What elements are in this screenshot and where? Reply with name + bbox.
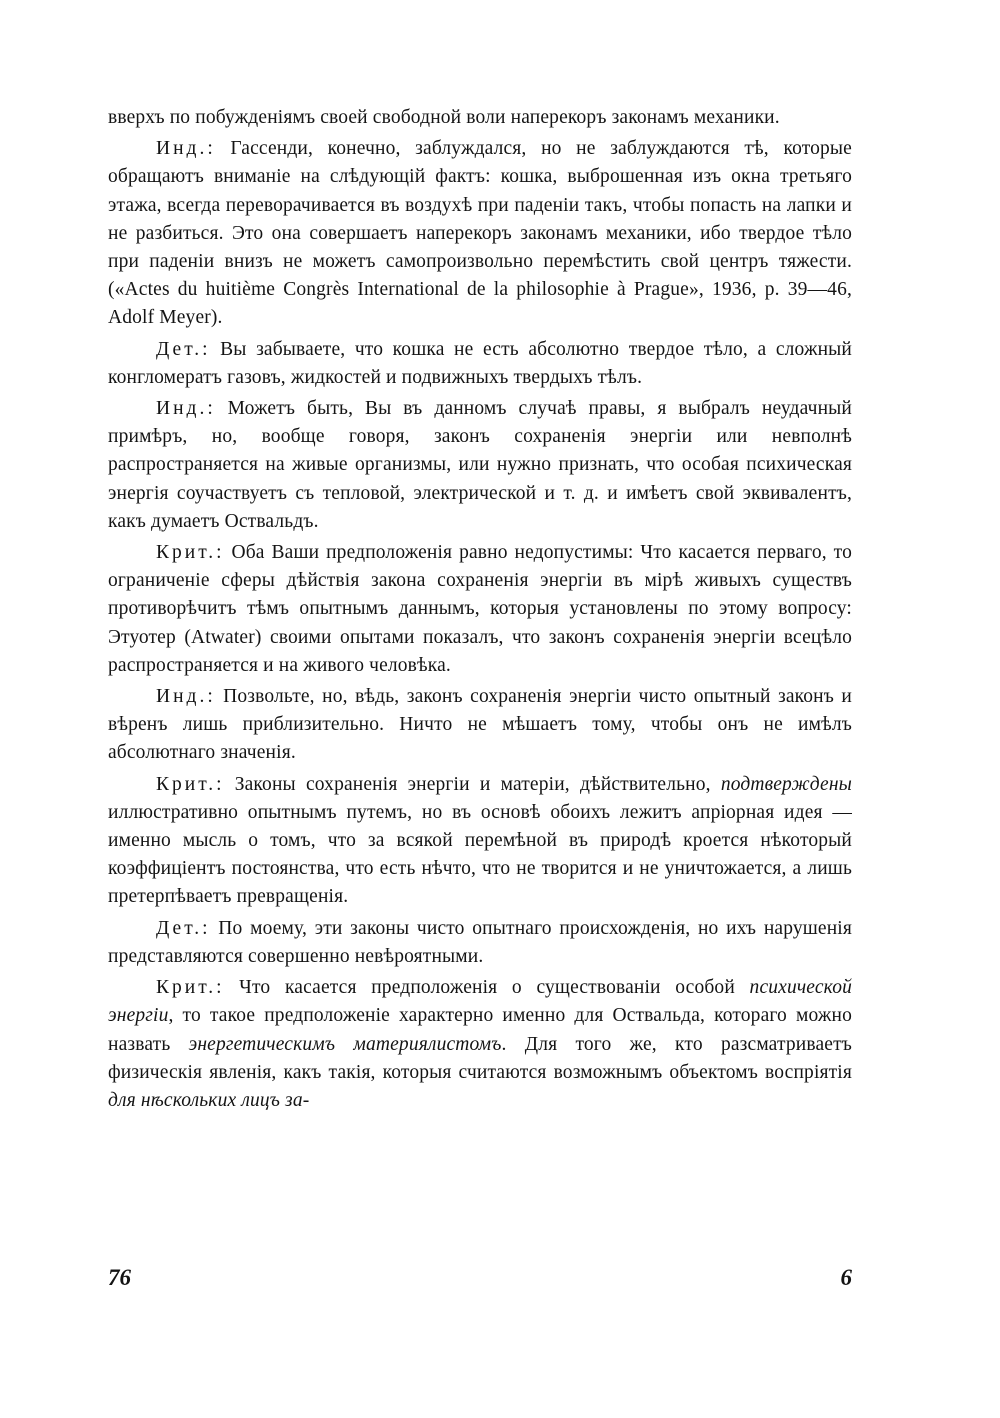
paragraph-segment: Можетъ быть, Вы въ данномъ случаѣ правы, я выбралъ неудачный примѣръ, но, вообще говоря, законъ сохраненія энергіи или невполнѣ распространяется на живые организмы, или нужно признать, что особая психическая энергія соучаствуетъ съ тепловой, электрической и т. д. и имѣетъ свой эквивалентъ, какъ думаетъ Оствальдъ. (108, 398, 852, 532)
page-text (108, 104, 852, 1118)
italic-emphasis: для нѣскольких лицъ за- (108, 1089, 310, 1111)
paragraph-segment: иллюстративно опытнымъ путемъ, но въ основѣ обоихъ лежитъ апріорная идея — именно мысль о томъ, что за всякой перемѣной въ природѣ кроется нѣкоторый коэффиціентъ постоянства, что есть нѣчто, что не творится и не уничтожается, а лишь претерпѣваетъ превращенія. (108, 801, 852, 908)
speaker-label: Крит.: (156, 977, 225, 999)
italic-emphasis: психической энергіи (108, 977, 852, 1027)
paragraph-segment: Оба Ваши предположенія равно недопустимы: Что касается перваго, то ограниченіе сферы дѣйствія закона сохраненія энергіи въ мірѣ живыхъ существъ противорѣчитъ тѣмъ опытнымъ даннымъ, которыя установлены по этому вопросу: Этуотер (Atwater) своими опытами показалъ, что законъ сохраненія энергіи всецѣло распространяется и на живого человѣка. (108, 542, 852, 676)
paragraph-segment: вверхъ по побужденіямъ своей свободной воли наперекоръ законамъ механики. (108, 107, 780, 128)
paragraph (108, 974, 852, 1115)
paragraph (108, 336, 852, 392)
paragraph-segment: , то такое предположеніе характерно именно для Оствальда, котораго можно назвать (108, 1005, 852, 1055)
paragraph (108, 771, 852, 912)
page-number: 76 (108, 1265, 131, 1290)
speaker-label: Крит.: (156, 542, 225, 564)
page-footer (108, 1265, 852, 1299)
paragraph-segment: Гассенди, конечно, заблуждался, но не заблуждаются тѣ, которые обращаютъ вниманіе на слѣдующій фактъ: кошка, выброшенная изъ окна третьяго этажа, всегда переворачивается въ воздухѣ при паденіи такъ, чтобы попасть на лапки и не разбиться. Это она совершаетъ наперекоръ законамъ механики, ибо твердое тѣло при паденіи внизъ не можетъ самопроизвольно перемѣстить свой центръ тяжести. («Actes du huitième Congrès International de la philosophie à Prague», 1936, p. 39—46, Adolf Meyer). (108, 138, 852, 329)
paragraph-segment: Позвольте, но, вѣдь, законъ сохраненія энергіи чисто опытный законъ и вѣренъ лишь приблизительно. Ничто не мѣшаетъ тому, чтобы онъ не имѣлъ абсолютнаго значенія. (108, 686, 852, 764)
paragraph (108, 539, 852, 680)
paragraph-segment: Законы сохраненія энергіи и матеріи, дѣйствительно, (224, 773, 721, 795)
speaker-label: Инд.: (156, 686, 216, 708)
speaker-label: Дет.: (156, 917, 211, 939)
speaker-label: Инд.: (156, 398, 216, 420)
paragraph (108, 104, 852, 132)
paragraph-segment: По моему, эти законы чисто опытнаго происхожденія, но ихъ нарушенія представляются совершенно невѣроятными. (108, 917, 852, 967)
speaker-label: Инд.: (156, 138, 216, 160)
paragraph-segment: Вы забываете, что кошка не есть абсолютно твердое тѣло, а сложный конгломератъ газовъ, жидкостей и подвижныхъ твердыхъ тѣлъ. (108, 338, 852, 388)
italic-emphasis: подтверждены (720, 773, 852, 795)
paragraph (108, 135, 852, 332)
paragraph (108, 683, 852, 768)
paragraph-segment: Что касается предположенія о существованіи особой (224, 977, 750, 999)
signature-mark: 6 (840, 1265, 852, 1290)
italic-emphasis: энергетическимъ материялистомъ (188, 1033, 502, 1055)
speaker-label: Дет.: (156, 338, 211, 360)
paragraph (108, 915, 852, 971)
speaker-label: Крит.: (156, 773, 225, 795)
paragraph-segment: . Для того же, кто разсматриваетъ физическія явленія, какъ такія, которыя считаются возможнымъ объектомъ воспріятія (108, 1033, 852, 1083)
paragraph (108, 395, 852, 536)
